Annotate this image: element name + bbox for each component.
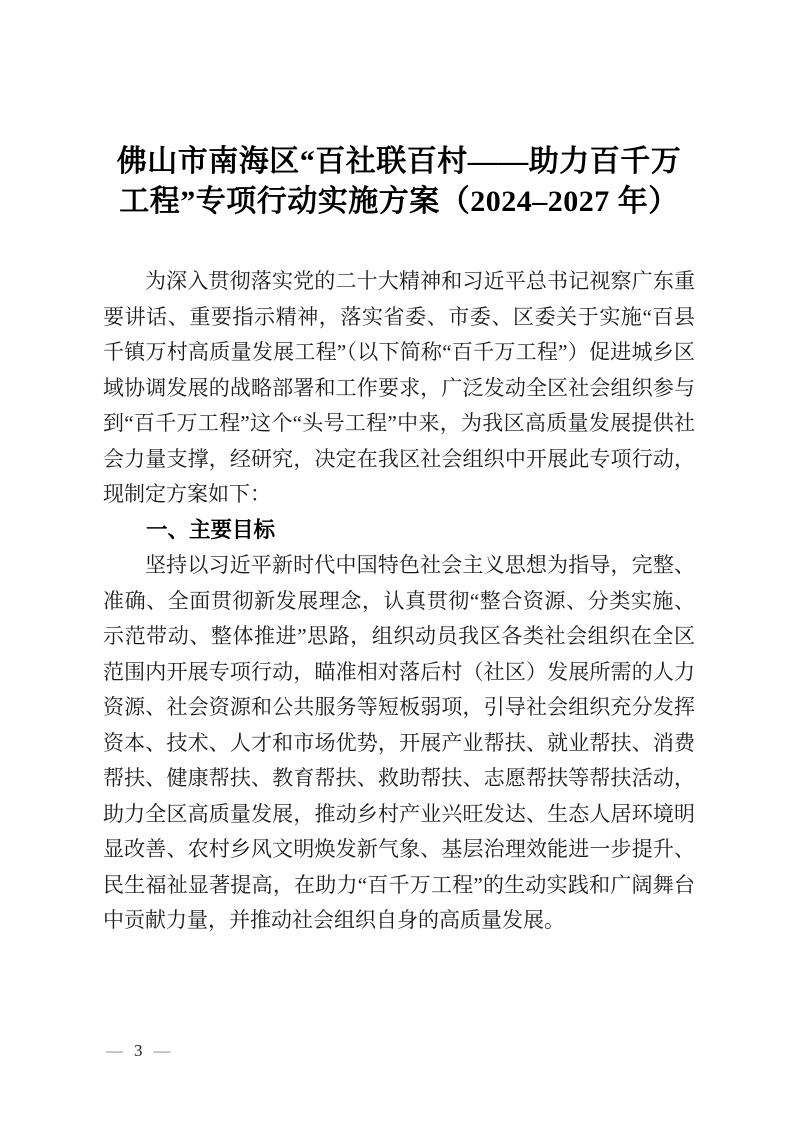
page-number-right-dash: — <box>153 1041 171 1060</box>
paragraph-intro: 为深入贯彻落实党的二十大精神和习近平总书记视察广东重要讲话、重要指示精神，落实省委、市委、区委关于实施“百县千镇万村高质量发展工程”（以下简称“百千万工程”）促进城乡区域协调发展的战略部署和工作要求，广泛发动全区社会组织参与到“百千万工程”这个“头号工程”中来，为我区高质量发展提供社会力量支撑，经研究，决定在我区社会组织中开展此专项行动，现制定方案如下： <box>103 269 695 506</box>
document-title <box>103 142 695 222</box>
section-heading-main-goals: 一、主要目标 <box>146 517 276 542</box>
document-title-line-2: 工程”专项行动实施方案（2024–2027 年） <box>119 185 679 218</box>
page-number-left-dash: — <box>106 1041 123 1060</box>
document-body <box>103 264 695 939</box>
document-title-line-1: 佛山市南海区“百社联百村——助力百千万 <box>116 145 682 178</box>
document-content <box>103 142 695 939</box>
paragraph-main-goals: 坚持以习近平新时代中国特色社会主义思想为指导，完整、准确、全面贯彻新发展理念，认真贯彻“整合资源、分类实施、示范带动、整体推进”思路，组织动员我区各类社会组织在全区范围内开展专项行动，瞄准相对落后村（社区）发展所需的人力资源、社会资源和公共服务等短板弱项，引导社会组织充分发挥资本、技术、人才和市场优势，开展产业帮扶、就业帮扶、消费帮扶、健康帮扶、教育帮扶、救助帮扶、志愿帮扶等帮扶活动，助力全区高质量发展，推动乡村产业兴旺发达、生态人居环境明显改善、农村乡风文明焕发新气象、基层治理效能进一步提升、民生福祉显著提高，在助力“百千万工程”的生动实践和广阔舞台中贡献力量，并推动社会组织自身的高质量发展。 <box>103 553 695 932</box>
page-number: 3 <box>134 1041 143 1060</box>
page-footer <box>106 1040 171 1062</box>
